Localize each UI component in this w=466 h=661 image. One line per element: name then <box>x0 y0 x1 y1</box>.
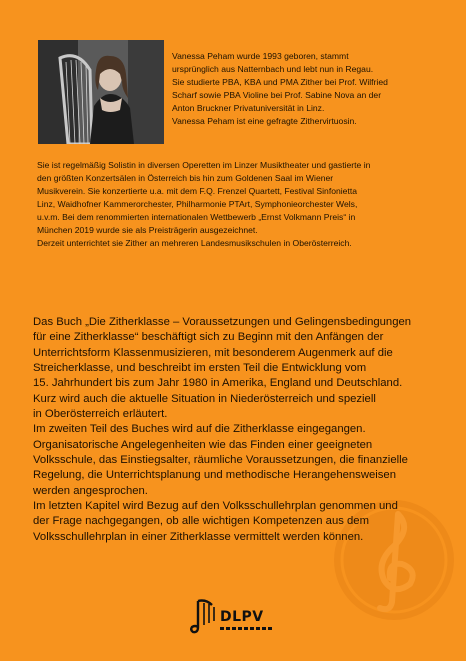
book-line: Kurz wird auch die aktuelle Situation in Niederösterreich und speziell <box>33 392 376 405</box>
author-portrait-image <box>38 40 164 144</box>
bio-line: Anton Bruckner Privatuniversität in Linz. <box>172 103 325 113</box>
book-line: Volksschule, das Einstiegsalter, räumliche Voraussetzungen, die finanzielle <box>33 454 408 467</box>
bio-line: den größten Konzertsälen in Österreich bis hin zum Goldenen Saal im Wiener <box>37 173 334 183</box>
book-line: Streicherklasse, und beschreibt im ersten Teil die Entwicklung vom <box>33 362 367 375</box>
book-line: Regelung, die Unterrichtsplanung und methodische Herangehensweisen <box>33 469 396 482</box>
bio-line: Derzeit unterrichtet sie Zither an mehreren Landesmusikschulen in Oberösterreich. <box>37 238 352 248</box>
bio-line: u.v.m. Bei dem renommierten internationalen Wettbewerb „Ernst Volkmann Preis“ in <box>37 212 356 222</box>
bio-line: Sie studierte PBA, KBA und PMA Zither bei Prof. Wilfried <box>172 77 388 87</box>
bio-line: Vanessa Peham ist eine gefragte Zithervirtuosin. <box>172 116 357 126</box>
book-line: Unterrichtsform Klassenmusizieren, mit besonderem Augenmerk auf die <box>33 346 393 359</box>
publisher-logo-stripes <box>220 627 272 630</box>
bio-line: ursprünglich aus Natternbach und lebt nun in Regau. <box>172 64 374 74</box>
bio-line: Vanessa Peham wurde 1993 geboren, stammt <box>172 51 349 61</box>
book-description <box>33 315 453 545</box>
book-line: der Frage nachgegangen, ob alle wichtigen Kompetenzen aus dem <box>33 515 369 528</box>
book-line: Volksschullehrplan in einer Zitherklasse vermittelt werden können. <box>33 530 364 543</box>
book-line: werden angesprochen. <box>33 484 148 497</box>
bio-line: Musikverein. Sie konzertierte u.a. mit dem F.Q. Frenzel Quartett, Festival Sinfonietta <box>37 186 358 196</box>
book-line: Organisatorische Angelegenheiten wie das Finden einer geeigneten <box>33 438 373 451</box>
bio-line: München 2019 wurde sie als Preisträgerin ausgezeichnet. <box>37 225 258 235</box>
publisher-logo <box>190 597 280 637</box>
bio-line: Scharf sowie PBA Violine bei Prof. Sabine Nova an der <box>172 90 382 100</box>
book-line: Im zweiten Teil des Buches wird auf die Zitherklasse eingegangen. <box>33 423 366 436</box>
bio-line: Sie ist regelmäßig Solistin in diversen Operetten im Linzer Musiktheater und gastierte in <box>37 160 371 170</box>
bio-line: Linz, Waidhofner Kammerorchester, Philharmonie PTArt, Symphonieorchester Wels, <box>37 199 358 209</box>
book-line: 15. Jahrhundert bis zum Jahr 1980 in Amerika, England und Deutschland. <box>33 377 403 390</box>
author-portrait <box>38 40 164 144</box>
publisher-logo-text: DLPV <box>220 609 264 625</box>
book-line: Im letzten Kapitel wird Bezug auf den Volksschullehrplan genommen und <box>33 500 398 513</box>
harp-note-icon <box>190 597 220 635</box>
author-bio-career <box>37 159 447 250</box>
book-line: für eine Zitherklasse“ beschäftigt sich zu Beginn mit den Anfängen der <box>33 331 384 344</box>
author-bio-intro <box>172 50 442 128</box>
book-line: Das Buch „Die Zitherklasse – Voraussetzungen und Gelingensbedingungen <box>33 316 412 328</box>
book-line: in Oberösterreich erläutert. <box>33 408 168 421</box>
